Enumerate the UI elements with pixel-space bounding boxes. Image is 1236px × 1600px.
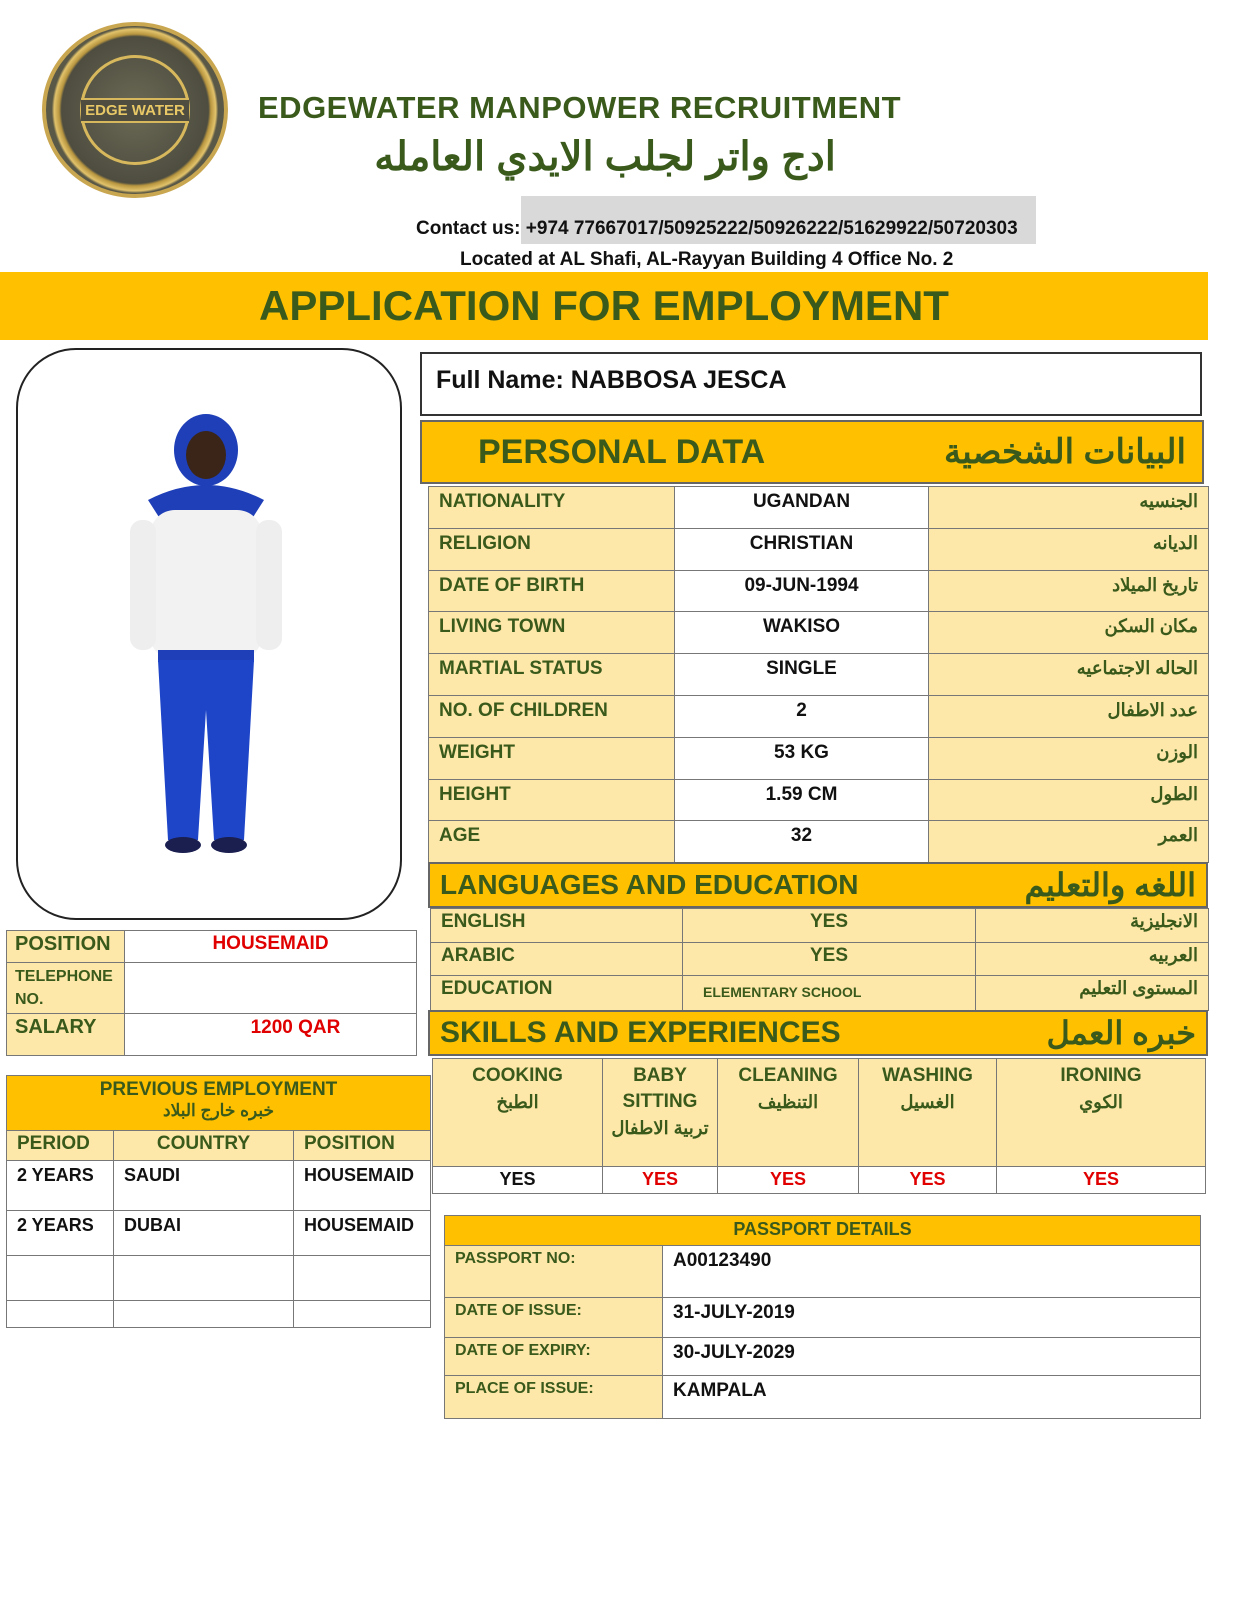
- skill-label: BABY SITTING: [622, 1065, 698, 1112]
- table-row: [7, 1256, 431, 1301]
- language-value: ELEMENTARY SCHOOL: [683, 976, 976, 1011]
- personal-value: SINGLE: [675, 654, 929, 696]
- personal-value: 53 KG: [675, 737, 929, 779]
- passport-value: KAMPALA: [663, 1376, 1201, 1419]
- skill-label-ar: التنظيف: [757, 1092, 819, 1112]
- position-label: POSITION: [7, 931, 125, 963]
- skills-title: SKILLS AND EXPERIENCES: [440, 1016, 841, 1049]
- skill-label: IRONING: [1060, 1065, 1142, 1086]
- table-cell: HOUSEMAID: [294, 1161, 431, 1211]
- passport-value: 30-JULY-2029: [663, 1338, 1201, 1376]
- applicant-photo: [18, 350, 402, 920]
- personal-data-title-ar: البيانات الشخصية: [943, 433, 1186, 471]
- table-row: [429, 570, 1209, 612]
- passport-value: A00123490: [663, 1246, 1201, 1298]
- table-cell: [114, 1301, 294, 1328]
- table-row: [429, 821, 1209, 863]
- table-row: [445, 1246, 1201, 1298]
- skills-value-row: [433, 1167, 1206, 1194]
- table-row: [429, 528, 1209, 570]
- passport-table: [444, 1215, 1201, 1419]
- contact-label: Contact us:: [416, 218, 521, 239]
- skills-header: [428, 1010, 1208, 1056]
- personal-label: LIVING TOWN: [429, 612, 675, 654]
- skill-4: [997, 1059, 1206, 1167]
- personal-label-ar: عدد الاطفال: [929, 695, 1209, 737]
- skills-title-ar: خبره العمل: [1046, 1015, 1196, 1051]
- personal-data-table: [428, 486, 1209, 863]
- job-table: [6, 930, 417, 1056]
- table-row: [7, 1301, 431, 1328]
- table-row: [431, 943, 1209, 976]
- personal-label-ar: الجنسيه: [929, 487, 1209, 529]
- table-row: [429, 779, 1209, 821]
- table-cell: HOUSEMAID: [294, 1211, 431, 1256]
- skill-label-ar: تربية الاطفال: [611, 1118, 709, 1138]
- table-row: [431, 976, 1209, 1011]
- language-value: YES: [683, 943, 976, 976]
- column-header: PERIOD: [7, 1131, 114, 1161]
- table-row: [445, 1338, 1201, 1376]
- skill-value: YES: [433, 1167, 603, 1194]
- personal-label-ar: العمر: [929, 821, 1209, 863]
- table-cell: [294, 1301, 431, 1328]
- skill-label-ar: الطبخ: [496, 1092, 539, 1112]
- skill-label: CLEANING: [738, 1065, 838, 1086]
- personal-label-ar: الوزن: [929, 737, 1209, 779]
- skills-table: [432, 1058, 1206, 1194]
- telephone-value: [125, 963, 417, 1014]
- full-name-box: [420, 352, 1202, 416]
- company-name-arabic: ادج واتر لجلب الايدي العامله: [374, 135, 836, 179]
- skill-2: [718, 1059, 859, 1167]
- full-name: Full Name: NABBOSA JESCA: [436, 366, 787, 394]
- personal-value: 32: [675, 821, 929, 863]
- table-row: [429, 695, 1209, 737]
- table-cell: 2 YEARS: [7, 1161, 114, 1211]
- salary-label: SALARY: [7, 1014, 125, 1056]
- passport-label: DATE OF ISSUE:: [445, 1298, 663, 1338]
- passport-label: PASSPORT NO:: [445, 1246, 663, 1298]
- skill-label-ar: الكوي: [1079, 1092, 1123, 1112]
- personal-label-ar: تاريخ الميلاد: [929, 570, 1209, 612]
- personal-label: AGE: [429, 821, 675, 863]
- table-cell: [114, 1256, 294, 1301]
- skill-label: WASHING: [882, 1065, 973, 1086]
- contact-numbers: +974 77667017/50925222/50926222/51629922/50720303: [525, 218, 1018, 239]
- passport-label: DATE OF EXPIRY:: [445, 1338, 663, 1376]
- language-value: YES: [683, 909, 976, 943]
- table-cell: [7, 1301, 114, 1328]
- personal-label-ar: الديانه: [929, 528, 1209, 570]
- personal-value: 2: [675, 695, 929, 737]
- column-header: COUNTRY: [114, 1131, 294, 1161]
- table-cell: [294, 1256, 431, 1301]
- title-band: [0, 272, 1208, 340]
- table-row: [445, 1298, 1201, 1338]
- language-label-ar: المستوى التعليم: [976, 976, 1209, 1011]
- table-cell: SAUDI: [114, 1161, 294, 1211]
- table-row: [445, 1376, 1201, 1419]
- languages-table: [430, 908, 1209, 1011]
- skill-label: COOKING: [472, 1065, 563, 1086]
- table-cell: DUBAI: [114, 1211, 294, 1256]
- personal-label: NO. OF CHILDREN: [429, 695, 675, 737]
- personal-label: RELIGION: [429, 528, 675, 570]
- languages-header: [428, 862, 1208, 908]
- table-row: [429, 612, 1209, 654]
- language-label: ENGLISH: [431, 909, 683, 943]
- table-cell: [7, 1256, 114, 1301]
- table-row: [7, 1211, 431, 1256]
- personal-value: 1.59 CM: [675, 779, 929, 821]
- passport-label: PLACE OF ISSUE:: [445, 1376, 663, 1419]
- personal-label-ar: الحاله الاجتماعيه: [929, 654, 1209, 696]
- personal-label: NATIONALITY: [429, 487, 675, 529]
- personal-data-title: PERSONAL DATA: [478, 432, 766, 471]
- contact-line: [416, 218, 1018, 240]
- table-row: [7, 1161, 431, 1211]
- personal-value: CHRISTIAN: [675, 528, 929, 570]
- column-header: POSITION: [294, 1131, 431, 1161]
- personal-value: WAKISO: [675, 612, 929, 654]
- personal-label-ar: الطول: [929, 779, 1209, 821]
- previous-employment-title-ar: خبره خارج البلاد: [163, 1101, 275, 1120]
- passport-value: 31-JULY-2019: [663, 1298, 1201, 1338]
- skill-value: YES: [997, 1167, 1206, 1194]
- skill-value: YES: [859, 1167, 997, 1194]
- personal-label: MARTIAL STATUS: [429, 654, 675, 696]
- salary-value: 1200 QAR: [125, 1014, 417, 1056]
- language-label-ar: الانجليزية: [976, 909, 1209, 943]
- skill-value: YES: [718, 1167, 859, 1194]
- language-label: ARABIC: [431, 943, 683, 976]
- personal-value: UGANDAN: [675, 487, 929, 529]
- skill-label-ar: الغسيل: [900, 1092, 955, 1112]
- personal-label-ar: مكان السكن: [929, 612, 1209, 654]
- personal-label: WEIGHT: [429, 737, 675, 779]
- table-row: [431, 909, 1209, 943]
- languages-title-ar: اللغه والتعليم: [1024, 867, 1196, 903]
- table-row: [429, 737, 1209, 779]
- personal-data-header: [420, 420, 1204, 484]
- logo-text: EDGE WATER: [81, 98, 189, 123]
- personal-label: HEIGHT: [429, 779, 675, 821]
- previous-employment-table: [6, 1075, 431, 1328]
- previous-employment-header: [7, 1076, 431, 1131]
- table-cell: 2 YEARS: [7, 1211, 114, 1256]
- table-row: [429, 654, 1209, 696]
- skill-0: [433, 1059, 603, 1167]
- language-label: EDUCATION: [431, 976, 683, 1011]
- location: Located at AL Shafi, AL-Rayyan Building 4 Office No. 2: [460, 249, 954, 270]
- skill-3: [859, 1059, 997, 1167]
- languages-title: LANGUAGES AND EDUCATION: [440, 869, 859, 900]
- language-label-ar: العربيه: [976, 943, 1209, 976]
- personal-label: DATE OF BIRTH: [429, 570, 675, 612]
- skills-header-row: [433, 1059, 1206, 1167]
- previous-employment-title: PREVIOUS EMPLOYMENT: [99, 1079, 338, 1100]
- position-value: HOUSEMAID: [125, 931, 417, 963]
- company-name: EDGEWATER MANPOWER RECRUITMENT: [258, 90, 902, 125]
- skill-value: YES: [603, 1167, 718, 1194]
- table-row: [429, 487, 1209, 529]
- company-logo: [42, 22, 228, 198]
- telephone-label: TELEPHONE NO.: [7, 963, 125, 1014]
- passport-title: PASSPORT DETAILS: [445, 1216, 1201, 1246]
- photo-frame: [16, 348, 402, 920]
- skill-1: [603, 1059, 718, 1167]
- personal-value: 09-JUN-1994: [675, 570, 929, 612]
- page-title: APPLICATION FOR EMPLOYMENT: [259, 282, 949, 329]
